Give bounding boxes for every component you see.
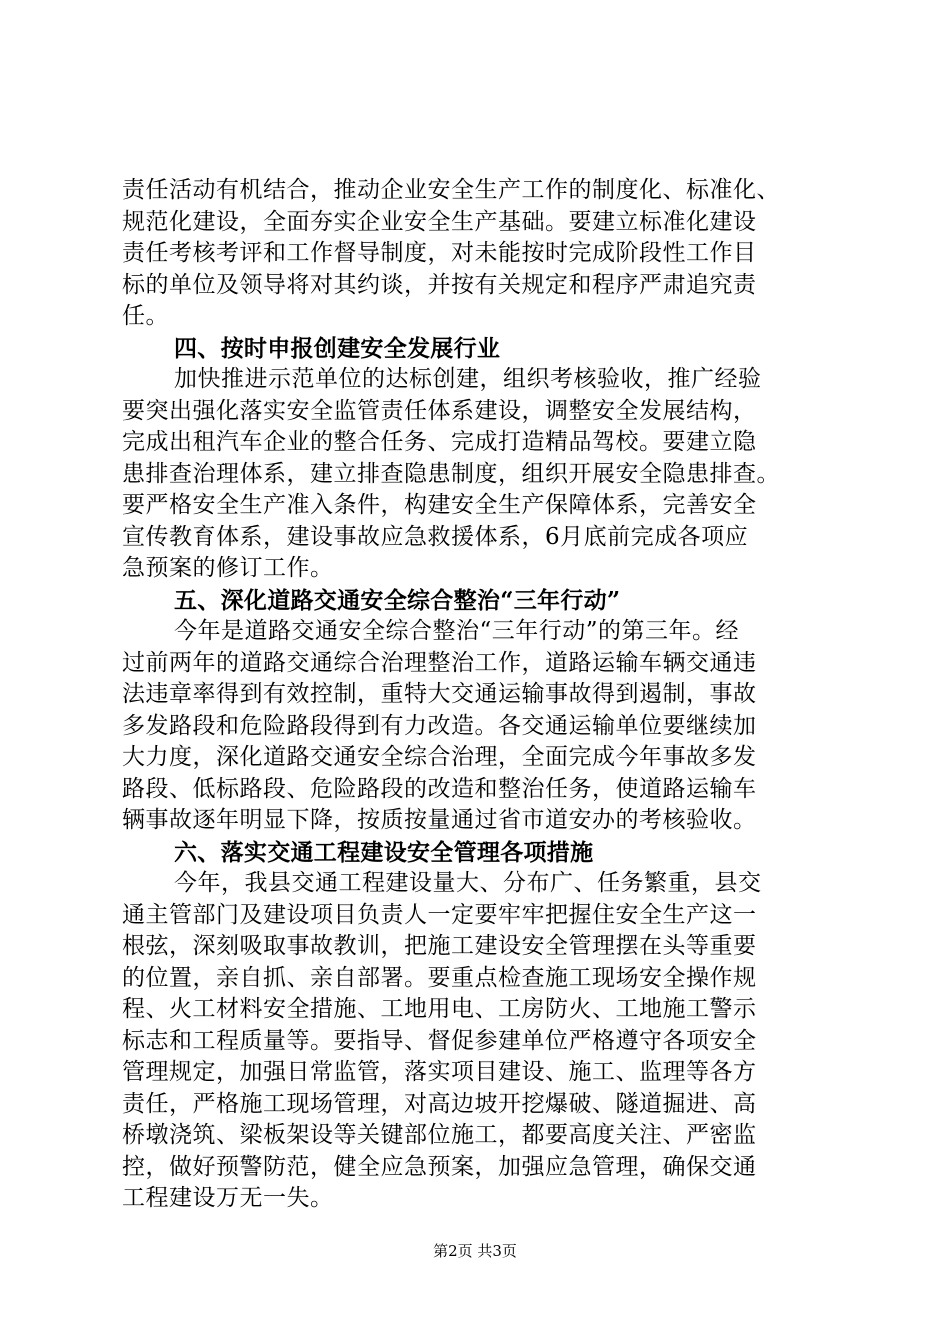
paragraph-line: 加快推进示范单位的达标创建，组织考核验收，推广经验 (174, 366, 762, 392)
paragraph-line: 过前两年的道路交通综合治理整治工作，道路运输车辆交通违 (122, 650, 757, 676)
paragraph-line: 工程建设万无一失。 (122, 1185, 334, 1211)
paragraph-line: 完成出租汽车企业的整合任务、完成打造精品驾校。要建立隐 (122, 429, 757, 455)
paragraph-line: 桥墩浇筑、梁板架设等关键部位施工，都要高度关注、严密监 (122, 1122, 757, 1148)
section-heading-4: 四、按时申报创建安全发展行业 (174, 335, 501, 362)
paragraph-line: 根弦，深刻吸取事故教训，把施工建设安全管理摆在头等重要 (122, 933, 757, 959)
paragraph-line: 多发路段和危险路段得到有力改造。各交通运输单位要继续加 (122, 713, 757, 739)
paragraph-line: 辆事故逐年明显下降，按质按量通过省市道安办的考核验收。 (122, 807, 757, 833)
paragraph-line: 管理规定，加强日常监管，落实项目建设、施工、监理等各方 (122, 1059, 757, 1085)
paragraph-line: 标志和工程质量等。要指导、督促参建单位严格遵守各项安全 (122, 1028, 757, 1054)
section-heading-5: 五、深化道路交通安全综合整治“三年行动” (174, 587, 621, 614)
paragraph-line: 法违章率得到有效控制，重特大交通运输事故得到遏制，事故 (122, 681, 757, 707)
paragraph-line: 今年，我县交通工程建设量大、分布广、任务繁重，县交 (174, 870, 762, 896)
section-heading-6: 六、落实交通工程建设安全管理各项措施 (174, 839, 594, 866)
paragraph-line: 要严格安全生产准入条件，构建安全生产保障体系，完善安全 (122, 492, 757, 518)
paragraph-line: 路段、低标路段、危险路段的改造和整治任务，使道路运输车 (122, 776, 757, 802)
paragraph-line: 通主管部门及建设项目负责人一定要牢牢把握住安全生产这一 (122, 902, 757, 928)
paragraph-line: 责任活动有机结合，推动企业安全生产工作的制度化、标准化、 (122, 177, 780, 203)
paragraph-line: 宣传教育体系，建设事故应急救援体系，6月底前完成各项应 (122, 524, 749, 550)
paragraph-line: 标的单位及领导将对其约谈，并按有关规定和程序严肃追究责 (122, 272, 757, 298)
page-number-footer: 第2页 共3页 (433, 1242, 517, 1260)
paragraph-line: 责任，严格施工现场管理，对高边坡开挖爆破、隧道掘进、高 (122, 1091, 757, 1117)
paragraph-line: 要突出强化落实安全监管责任体系建设，调整安全发展结构， (122, 398, 757, 424)
paragraph-line: 的位置，亲自抓、亲自部署。要重点检查施工现场安全操作规 (122, 965, 757, 991)
paragraph-line: 程、火工材料安全措施、工地用电、工房防火、工地施工警示 (122, 996, 757, 1022)
paragraph-line: 责任考核考评和工作督导制度，对未能按时完成阶段性工作目 (122, 240, 757, 266)
paragraph-line: 任。 (122, 303, 169, 329)
paragraph-line: 急预案的修订工作。 (122, 555, 334, 581)
paragraph-line: 大力度，深化道路交通安全综合治理，全面完成今年事故多发 (122, 744, 757, 770)
paragraph-line: 控，做好预警防范，健全应急预案，加强应急管理，确保交通 (122, 1154, 757, 1180)
paragraph-line: 今年是道路交通安全综合整治“三年行动”的第三年。经 (174, 618, 740, 644)
paragraph-line: 规范化建设，全面夯实企业安全生产基础。要建立标准化建设 (122, 209, 757, 235)
paragraph-line: 患排查治理体系，建立排查隐患制度，组织开展安全隐患排查。 (122, 461, 780, 487)
